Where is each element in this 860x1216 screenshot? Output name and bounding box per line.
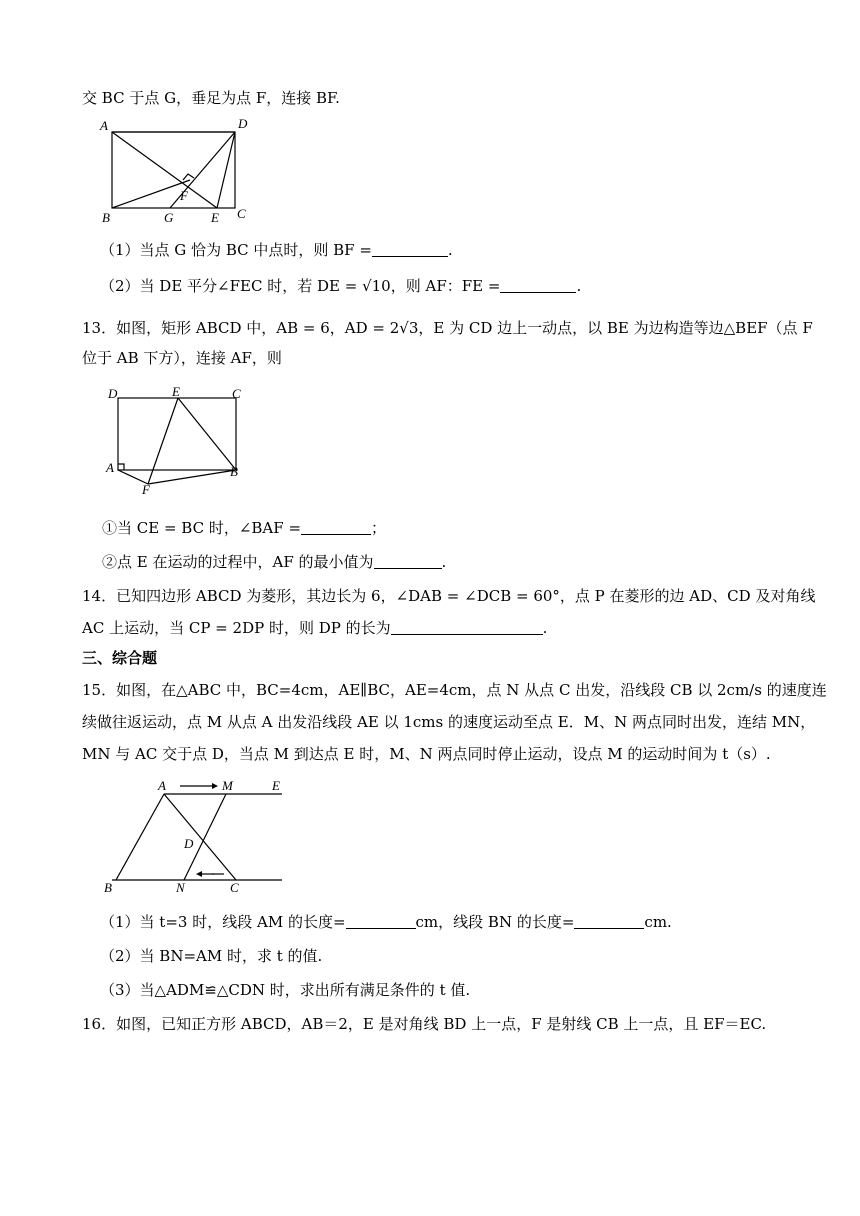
q15-part1-a: （1）当 t=3 时，线段 AM 的长度= — [100, 913, 346, 931]
q13-label-c: C — [232, 386, 241, 401]
q15-part1 — [100, 912, 672, 932]
q16-line1: 16．如图，已知正方形 ABCD，AB＝2，E 是对角线 BD 上一点，F 是射线 CB 上一点，且 EF＝EC. — [82, 1015, 767, 1033]
q13-label-f: F — [142, 482, 150, 497]
q13-part1 — [102, 518, 386, 538]
q12-label-f: F — [180, 188, 188, 203]
q12-label-c: C — [237, 206, 246, 221]
q12-label-a: A — [100, 118, 108, 133]
q12-answer-blank-1 — [372, 240, 448, 257]
q14-line2-text: AC 上运动，当 CP = 2DP 时，则 DP 的长为 — [82, 619, 391, 637]
q12-part2 — [100, 276, 581, 296]
q15-label-e: E — [272, 778, 280, 793]
q13-line1: 13．如图，矩形 ABCD 中，AB = 6，AD = 2√3，E 为 CD 边上一动点，以 BE 为边构造等边△BEF（点 F — [82, 319, 813, 337]
q13-part2-text: ②点 E 在运动的过程中，AF 的最小值为 — [102, 553, 374, 571]
q15-part1-b: cm，线段 BN 的长度= — [415, 913, 575, 931]
q15-line3: MN 与 AC 交于点 D，当点 M 到达点 E 时，M、N 两点同时停止运动，设点 M 的运动时间为 t（s）. — [82, 745, 771, 763]
q15-figure — [100, 776, 300, 896]
q13-answer-blank-2 — [374, 552, 442, 569]
q13-label-e: E — [172, 384, 180, 399]
q12-part2-text: （2）当 DE 平分∠FEC 时，若 DE = √10，则 AF：FE = — [100, 277, 501, 295]
q12-part2-end: . — [576, 277, 582, 295]
q14-line2 — [82, 618, 547, 638]
q15-answer-blank-bn — [574, 912, 644, 929]
q14-end: . — [542, 619, 548, 637]
q12-part1-text: （1）当点 G 恰为 BC 中点时，则 BF = — [100, 241, 372, 259]
q12-label-e: E — [211, 210, 219, 225]
q13-part2-end: . — [441, 553, 447, 571]
q15-label-c: C — [230, 880, 239, 895]
q13-part2 — [102, 552, 446, 572]
q12-part1 — [100, 240, 453, 260]
q14-line1: 14．已知四边形 ABCD 为菱形，其边长为 6，∠DAB = ∠DCB = 60°，点 P 在菱形的边 AD、CD 及对角线 — [82, 587, 816, 605]
q15-label-d: D — [184, 836, 194, 851]
q13-label-b: B — [230, 464, 238, 479]
q12-label-g: G — [164, 210, 174, 225]
q15-line2: 续做往返运动，点 M 从点 A 出发沿线段 AE 以 1cms 的速度运动至点 E．M、N 两点同时出发，连结 MN， — [82, 713, 816, 731]
q15-part3: （3）当△ADM≌△CDN 时，求出所有满足条件的 t 值. — [100, 981, 471, 999]
section-heading: 三、综合题 — [82, 649, 158, 667]
q12-label-b: B — [102, 210, 110, 225]
q15-answer-blank-am — [346, 912, 416, 929]
q15-label-m: M — [222, 778, 233, 793]
q12-figure — [98, 116, 258, 226]
q14-answer-blank — [391, 618, 543, 635]
q13-figure — [104, 386, 244, 496]
q15-part2: （2）当 BN=AM 时，求 t 的值. — [100, 947, 323, 965]
q13-answer-blank-1 — [301, 518, 371, 535]
q15-label-b: B — [104, 880, 112, 895]
q12-intro: 交 BC 于点 G，垂足为点 F，连接 BF. — [82, 89, 340, 107]
q15-line1: 15．如图，在△ABC 中，BC=4cm，AE∥BC，AE=4cm，点 N 从点 C 出发，沿线段 CB 以 2cm/s 的速度连 — [82, 681, 827, 699]
q13-part1-text: ①当 CE = BC 时，∠BAF = — [102, 519, 302, 537]
q13-label-d: D — [108, 386, 118, 401]
q12-part1-end: . — [447, 241, 453, 259]
q13-label-a: A — [106, 460, 114, 475]
q15-part1-c: cm. — [644, 913, 672, 931]
q15-label-a: A — [158, 778, 166, 793]
q12-answer-blank-2 — [500, 276, 576, 293]
q13-part1-end: ； — [371, 519, 387, 537]
q12-label-d: D — [238, 116, 248, 131]
q15-label-n: N — [176, 880, 185, 895]
q13-line2: 位于 AB 下方），连接 AF，则 — [82, 349, 282, 367]
